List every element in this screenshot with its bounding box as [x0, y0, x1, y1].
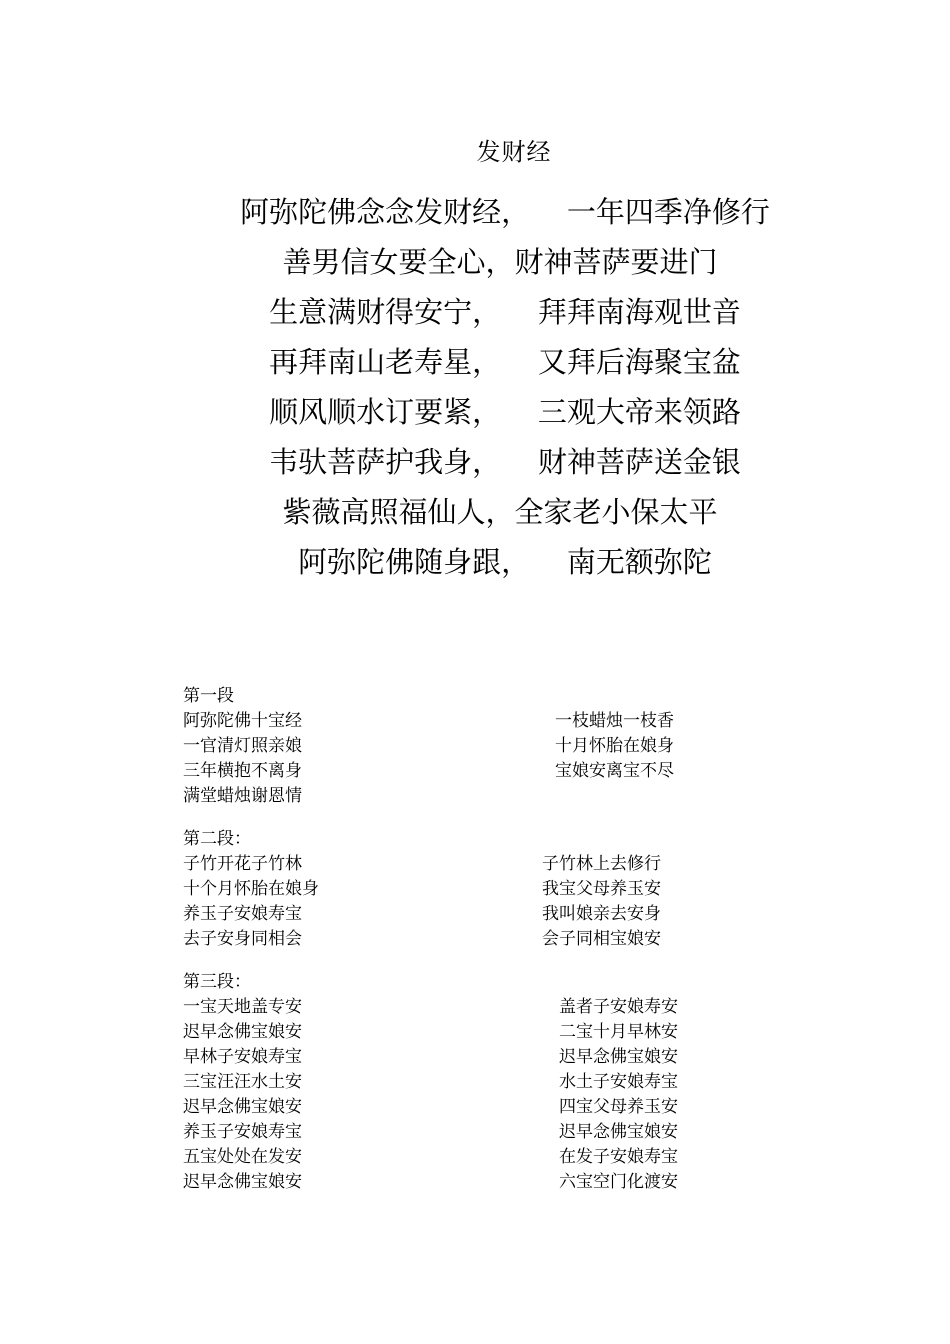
verse-right: 一枝蜡烛一枝香 — [555, 711, 674, 731]
verse-row — [183, 927, 783, 952]
verse-right: 在发子安娘寿宝 — [559, 1147, 678, 1167]
verse-left: 迟早念佛宝娘安 — [183, 1172, 302, 1192]
section-2 — [183, 827, 783, 952]
verse-sections — [183, 684, 783, 1219]
verse-row — [183, 734, 783, 759]
verse-right: 十月怀胎在娘身 — [555, 736, 674, 756]
poem-line: 阿弥陀佛随身跟， 南无额弥陀 — [298, 545, 712, 579]
verse-row — [183, 709, 783, 734]
verse-row — [183, 852, 783, 877]
verse-left: 迟早念佛宝娘安 — [183, 1022, 302, 1042]
poem-line: 善男信女要全心，财神菩萨要进门 — [282, 245, 718, 279]
poem-line: 韦驮菩萨护我身， 财神菩萨送金银 — [269, 445, 741, 479]
verse-row — [183, 784, 783, 809]
verse-left: 迟早念佛宝娘安 — [183, 1097, 302, 1117]
verse-row — [183, 1020, 783, 1045]
poem-line: 紫薇高照福仙人，全家老小保太平 — [282, 495, 718, 529]
verse-row — [183, 877, 783, 902]
verse-row — [183, 1070, 783, 1095]
verse-row — [183, 995, 783, 1020]
poem-line: 再拜南山老寿星， 又拜后海聚宝盆 — [269, 345, 741, 379]
section-1 — [183, 684, 783, 809]
document-title: 发财经 — [476, 138, 552, 166]
verse-right: 水土子安娘寿宝 — [559, 1072, 678, 1092]
verse-left: 养玉子安娘寿宝 — [183, 1122, 302, 1142]
poem-line: 顺风顺水订要紧， 三观大帝来领路 — [269, 395, 741, 429]
verse-right: 宝娘安离宝不尽 — [555, 761, 674, 781]
verse-left: 一官清灯照亲娘 — [183, 736, 302, 756]
verse-right: 迟早念佛宝娘安 — [559, 1122, 678, 1142]
verse-right: 我宝父母养玉安 — [542, 879, 661, 899]
verse-left: 三宝汪汪水土安 — [183, 1072, 302, 1092]
verse-right: 二宝十月早林安 — [559, 1022, 678, 1042]
verse-right: 子竹林上去修行 — [542, 854, 661, 874]
verse-left: 子竹开花子竹林 — [183, 854, 302, 874]
verse-left: 养玉子安娘寿宝 — [183, 904, 302, 924]
verse-row — [183, 1045, 783, 1070]
verse-left: 五宝处处在发安 — [183, 1147, 302, 1167]
verse-row — [183, 1170, 783, 1195]
section-heading: 第三段： — [183, 972, 251, 992]
section-heading: 第二段： — [183, 829, 251, 849]
verse-left: 满堂蜡烛谢恩情 — [183, 786, 302, 806]
verse-left: 十个月怀胎在娘身 — [183, 879, 319, 899]
verse-right: 六宝空门化渡安 — [559, 1172, 678, 1192]
verse-left: 去子安身同相会 — [183, 929, 302, 949]
verse-left: 早林子安娘寿宝 — [183, 1047, 302, 1067]
verse-left: 一宝天地盖专安 — [183, 997, 302, 1017]
verse-right: 我叫娘亲去安身 — [542, 904, 661, 924]
verse-right: 盖者子安娘寿安 — [559, 997, 678, 1017]
verse-row — [183, 759, 783, 784]
verse-left: 阿弥陀佛十宝经 — [183, 711, 302, 731]
verse-row — [183, 1095, 783, 1120]
verse-row — [183, 1120, 783, 1145]
verse-right: 会子同相宝娘安 — [542, 929, 661, 949]
section-3 — [183, 970, 783, 1195]
section-heading: 第一段 — [183, 686, 234, 706]
verse-right: 四宝父母养玉安 — [559, 1097, 678, 1117]
verse-row — [183, 1145, 783, 1170]
verse-right: 迟早念佛宝娘安 — [559, 1047, 678, 1067]
verse-row — [183, 902, 783, 927]
poem-line: 阿弥陀佛念念发财经， 一年四季净修行 — [240, 195, 770, 229]
poem-line: 生意满财得安宁， 拜拜南海观世音 — [269, 295, 741, 329]
verse-left: 三年横抱不离身 — [183, 761, 302, 781]
